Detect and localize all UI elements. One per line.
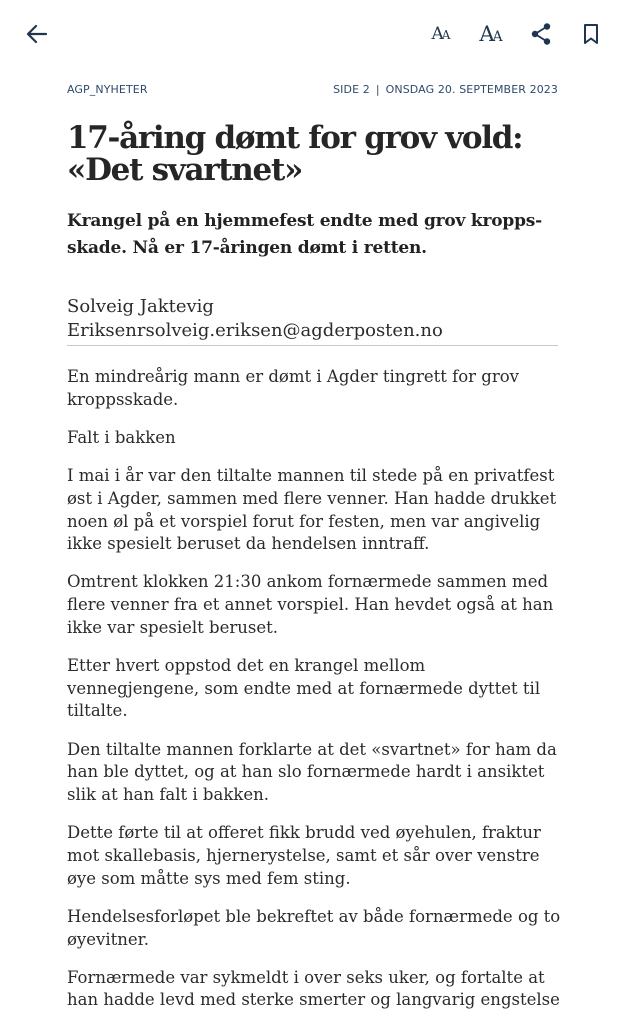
article-lead: Krangel på en hjemmefest endte med grov kroppsskade. Nå er 17-åringen dømt i retten. [67, 211, 543, 258]
byline [67, 295, 558, 346]
arrow-left-icon [26, 24, 48, 44]
body-paragraph: I mai i år var den tiltalte mannen til stede på en privatfest øst i Agder, sammen med flere venner. Han hadde drukket noen øl på et vorspiel forut for festen, men var angivelig ikke spesielt beruset da hendelsen inntraff. [67, 466, 557, 554]
body-paragraph: En mindreårig mann er dømt i Agder tingrett for grov kroppsskade. [67, 367, 519, 409]
subheading: Falt i bakken [67, 427, 176, 447]
back-button[interactable] [17, 14, 57, 54]
share-icon [530, 22, 552, 46]
body-paragraph: Fornærmede var sykmeldt i over seks uker, og fortalte at han hadde levd med sterke smerter og langvarig engstelse [67, 967, 560, 1010]
bookmark-button[interactable] [571, 14, 611, 54]
body-paragraph: Etter hvert oppstod det en krangel mellom vennegjengene, som endte med at fornærmede dyttet til tiltalte. [67, 656, 541, 721]
article-headline: 17-åring dømt for grov vold: «Det svartnet» [67, 120, 523, 188]
body-paragraph: Omtrent klokken 21:30 ankom fornærmede sammen med flere venner fra et annet vorspiel. Han hevdet også at han ikke var spesielt beruset. [67, 572, 554, 637]
author-name: Solveig Jaktevig [67, 296, 214, 317]
share-button[interactable] [521, 14, 561, 54]
bookmark-icon [582, 23, 600, 45]
font-size-small-icon: AA [431, 24, 451, 44]
publish-date: ONSDAG 20. SEPTEMBER 2023 [385, 83, 558, 96]
article-body [67, 366, 562, 1028]
page-number: SIDE 2 [333, 83, 370, 96]
font-size-large-icon: AA [479, 22, 503, 46]
source-label: AGP_NYHETER [67, 83, 148, 96]
top-toolbar [0, 0, 625, 66]
article-meta [67, 83, 558, 99]
author-email[interactable]: Eriksenrsolveig.eriksen@agderposten.no [67, 320, 443, 341]
increase-font-size-button[interactable] [471, 14, 511, 54]
meta-separator: | [375, 83, 380, 96]
body-paragraph: Hendelsesforløpet ble bekreftet av både fornærmede og to øyevitner. [67, 906, 561, 949]
body-paragraph: Den tiltalte mannen forklarte at det «svartnet» for ham da han ble dyttet, og at han slo fornærmede hardt i ansiktet slik at han falt i bakken. [67, 739, 557, 805]
decrease-font-size-button[interactable] [421, 14, 461, 54]
page-date-label [333, 83, 558, 96]
body-paragraph: Dette førte til at offeret fikk brudd ved øyehulen, fraktur mot skallebasis, hjernerystelse, samt et sår over venstre øye som måtte sys med fem sting. [67, 823, 541, 888]
